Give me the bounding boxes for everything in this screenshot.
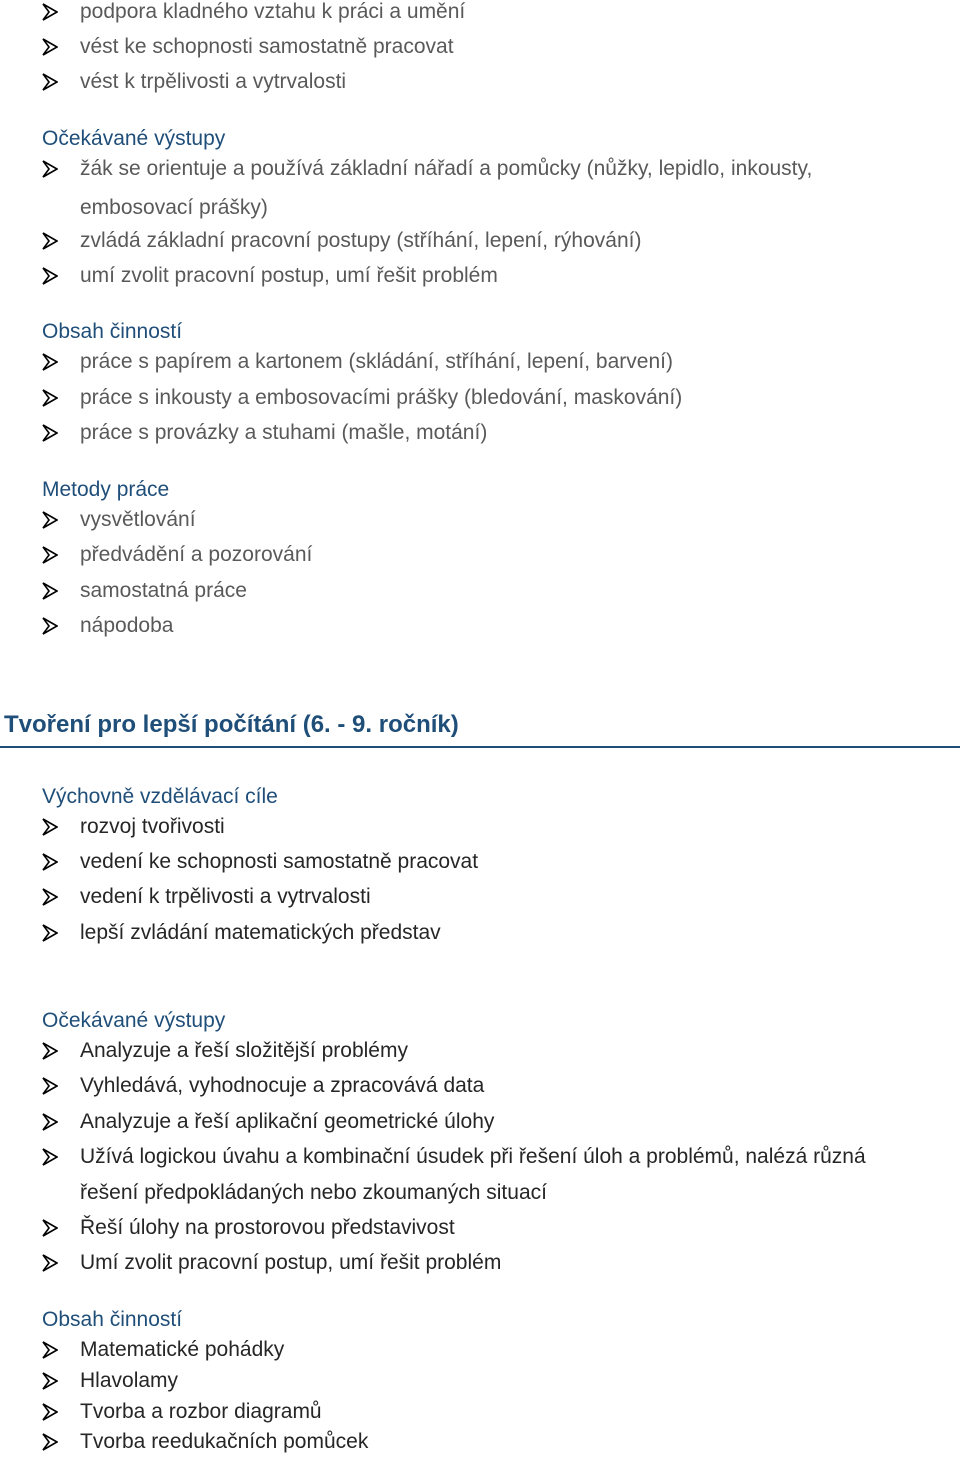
list-item: [42, 609, 173, 643]
list-item: [42, 880, 371, 914]
list-item-text: práce s provázky a stuhami (mašle, motání): [80, 421, 488, 444]
arrowhead-bullet-icon: [42, 888, 80, 906]
arrowhead-bullet-icon: [42, 1433, 80, 1451]
list-item-text: Umí zvolit pracovní postup, umí řešit problém: [80, 1251, 502, 1274]
list-item-text: podpora kladného vztahu k práci a umění: [80, 0, 466, 23]
list-item: [42, 1246, 501, 1280]
list-item-text: Analyzuje a řeší aplikační geometrické úlohy: [80, 1110, 495, 1133]
list-item: [42, 65, 346, 99]
list-item: [42, 845, 478, 879]
list-item-text: Analyzuje a řeší složitější problémy: [80, 1039, 408, 1062]
list-item-text: lepší zvládání matematických představ: [80, 921, 441, 944]
section-heading-methods: Metody práce: [42, 478, 170, 501]
list-item-text: vysvětlování: [80, 508, 196, 531]
list-item: [42, 416, 487, 450]
arrowhead-bullet-icon: [42, 546, 80, 564]
section-heading-goals: Výchovně vzdělávací cíle: [42, 785, 278, 808]
title-underline: [0, 746, 960, 748]
arrowhead-bullet-icon: [42, 1113, 80, 1131]
arrowhead-bullet-icon: [42, 1077, 80, 1095]
list-item-text: žák se orientuje a používá základní nářadí a pomůcky (nůžky, lepidlo, inkousty,: [80, 157, 813, 180]
list-item-text: zvládá základní pracovní postupy (stříhání, lepení, rýhování): [80, 229, 642, 252]
list-item: [42, 916, 441, 950]
list-item-text: vést k trpělivosti a vytrvalosti: [80, 70, 347, 93]
arrowhead-bullet-icon: [42, 1341, 80, 1359]
arrowhead-bullet-icon: [42, 267, 80, 285]
arrowhead-bullet-icon: [42, 1254, 80, 1272]
list-item-text: Tvorba a rozbor diagramů: [80, 1400, 322, 1423]
arrowhead-bullet-icon: [42, 617, 80, 635]
section-heading-content: Obsah činností: [42, 1308, 183, 1331]
list-item-text: Vyhledává, vyhodnocuje a zpracovává data: [80, 1074, 485, 1097]
list-item: [42, 538, 312, 572]
list-item-text: Hlavolamy: [80, 1369, 179, 1392]
arrowhead-bullet-icon: [42, 232, 80, 250]
list-item: [42, 574, 247, 608]
list-item: [42, 1425, 368, 1459]
list-item: [42, 1034, 408, 1068]
arrowhead-bullet-icon: [42, 38, 80, 56]
list-item: [42, 1140, 866, 1174]
arrowhead-bullet-icon: [42, 1042, 80, 1060]
list-item-continuation: embosovací prášky): [80, 196, 268, 219]
list-item: [42, 1333, 284, 1367]
list-item: [42, 1105, 494, 1139]
list-item-text: vést ke schopnosti samostatně pracovat: [80, 35, 454, 58]
list-item-text: práce s papírem a kartonem (skládání, stříhání, lepení, barvení): [80, 350, 673, 373]
list-item-continuation: řešení předpokládaných nebo zkoumaných situací: [80, 1181, 547, 1204]
section-heading-outputs: Očekávané výstupy: [42, 127, 226, 150]
list-item: [42, 0, 465, 29]
arrowhead-bullet-icon: [42, 1403, 80, 1421]
arrowhead-bullet-icon: [42, 353, 80, 371]
arrowhead-bullet-icon: [42, 818, 80, 836]
list-item: [42, 1364, 178, 1398]
list-item-text: Tvorba reedukačních pomůcek: [80, 1430, 369, 1453]
list-item: [42, 152, 812, 186]
list-item-text: rozvoj tvořivosti: [80, 815, 225, 838]
section-title: Tvoření pro lepší počítání (6. - 9. ročník): [4, 711, 459, 738]
arrowhead-bullet-icon: [42, 853, 80, 871]
list-item: [42, 381, 682, 415]
list-item: [42, 259, 498, 293]
arrowhead-bullet-icon: [42, 511, 80, 529]
list-item: [42, 810, 225, 844]
list-item-text: vedení ke schopnosti samostatně pracovat: [80, 850, 479, 873]
arrowhead-bullet-icon: [42, 1148, 80, 1166]
section-heading-content: Obsah činností: [42, 320, 183, 343]
list-item: [42, 345, 673, 379]
list-item-text: Užívá logickou úvahu a kombinační úsudek při řešení úloh a problémů, nalézá různá: [80, 1145, 866, 1168]
arrowhead-bullet-icon: [42, 160, 80, 178]
list-item-text: nápodoba: [80, 614, 174, 637]
arrowhead-bullet-icon: [42, 424, 80, 442]
list-item: [42, 224, 641, 258]
section-heading-outputs: Očekávané výstupy: [42, 1009, 226, 1032]
arrowhead-bullet-icon: [42, 924, 80, 942]
list-item-text: předvádění a pozorování: [80, 543, 313, 566]
list-item: [42, 1069, 484, 1103]
list-item: [42, 30, 454, 64]
list-item: [42, 1211, 455, 1245]
list-item-text: umí zvolit pracovní postup, umí řešit problém: [80, 264, 498, 287]
list-item-text: samostatná práce: [80, 579, 247, 602]
arrowhead-bullet-icon: [42, 389, 80, 407]
arrowhead-bullet-icon: [42, 73, 80, 91]
list-item-text: Řeší úlohy na prostorovou představivost: [80, 1216, 455, 1239]
arrowhead-bullet-icon: [42, 582, 80, 600]
list-item-text: Matematické pohádky: [80, 1338, 285, 1361]
arrowhead-bullet-icon: [42, 1372, 80, 1390]
list-item: [42, 503, 196, 537]
list-item-text: vedení k trpělivosti a vytrvalosti: [80, 885, 371, 908]
arrowhead-bullet-icon: [42, 1219, 80, 1237]
list-item: [42, 1395, 322, 1429]
arrowhead-bullet-icon: [42, 3, 80, 21]
list-item-text: práce s inkousty a embosovacími prášky (bledování, maskování): [80, 386, 683, 409]
